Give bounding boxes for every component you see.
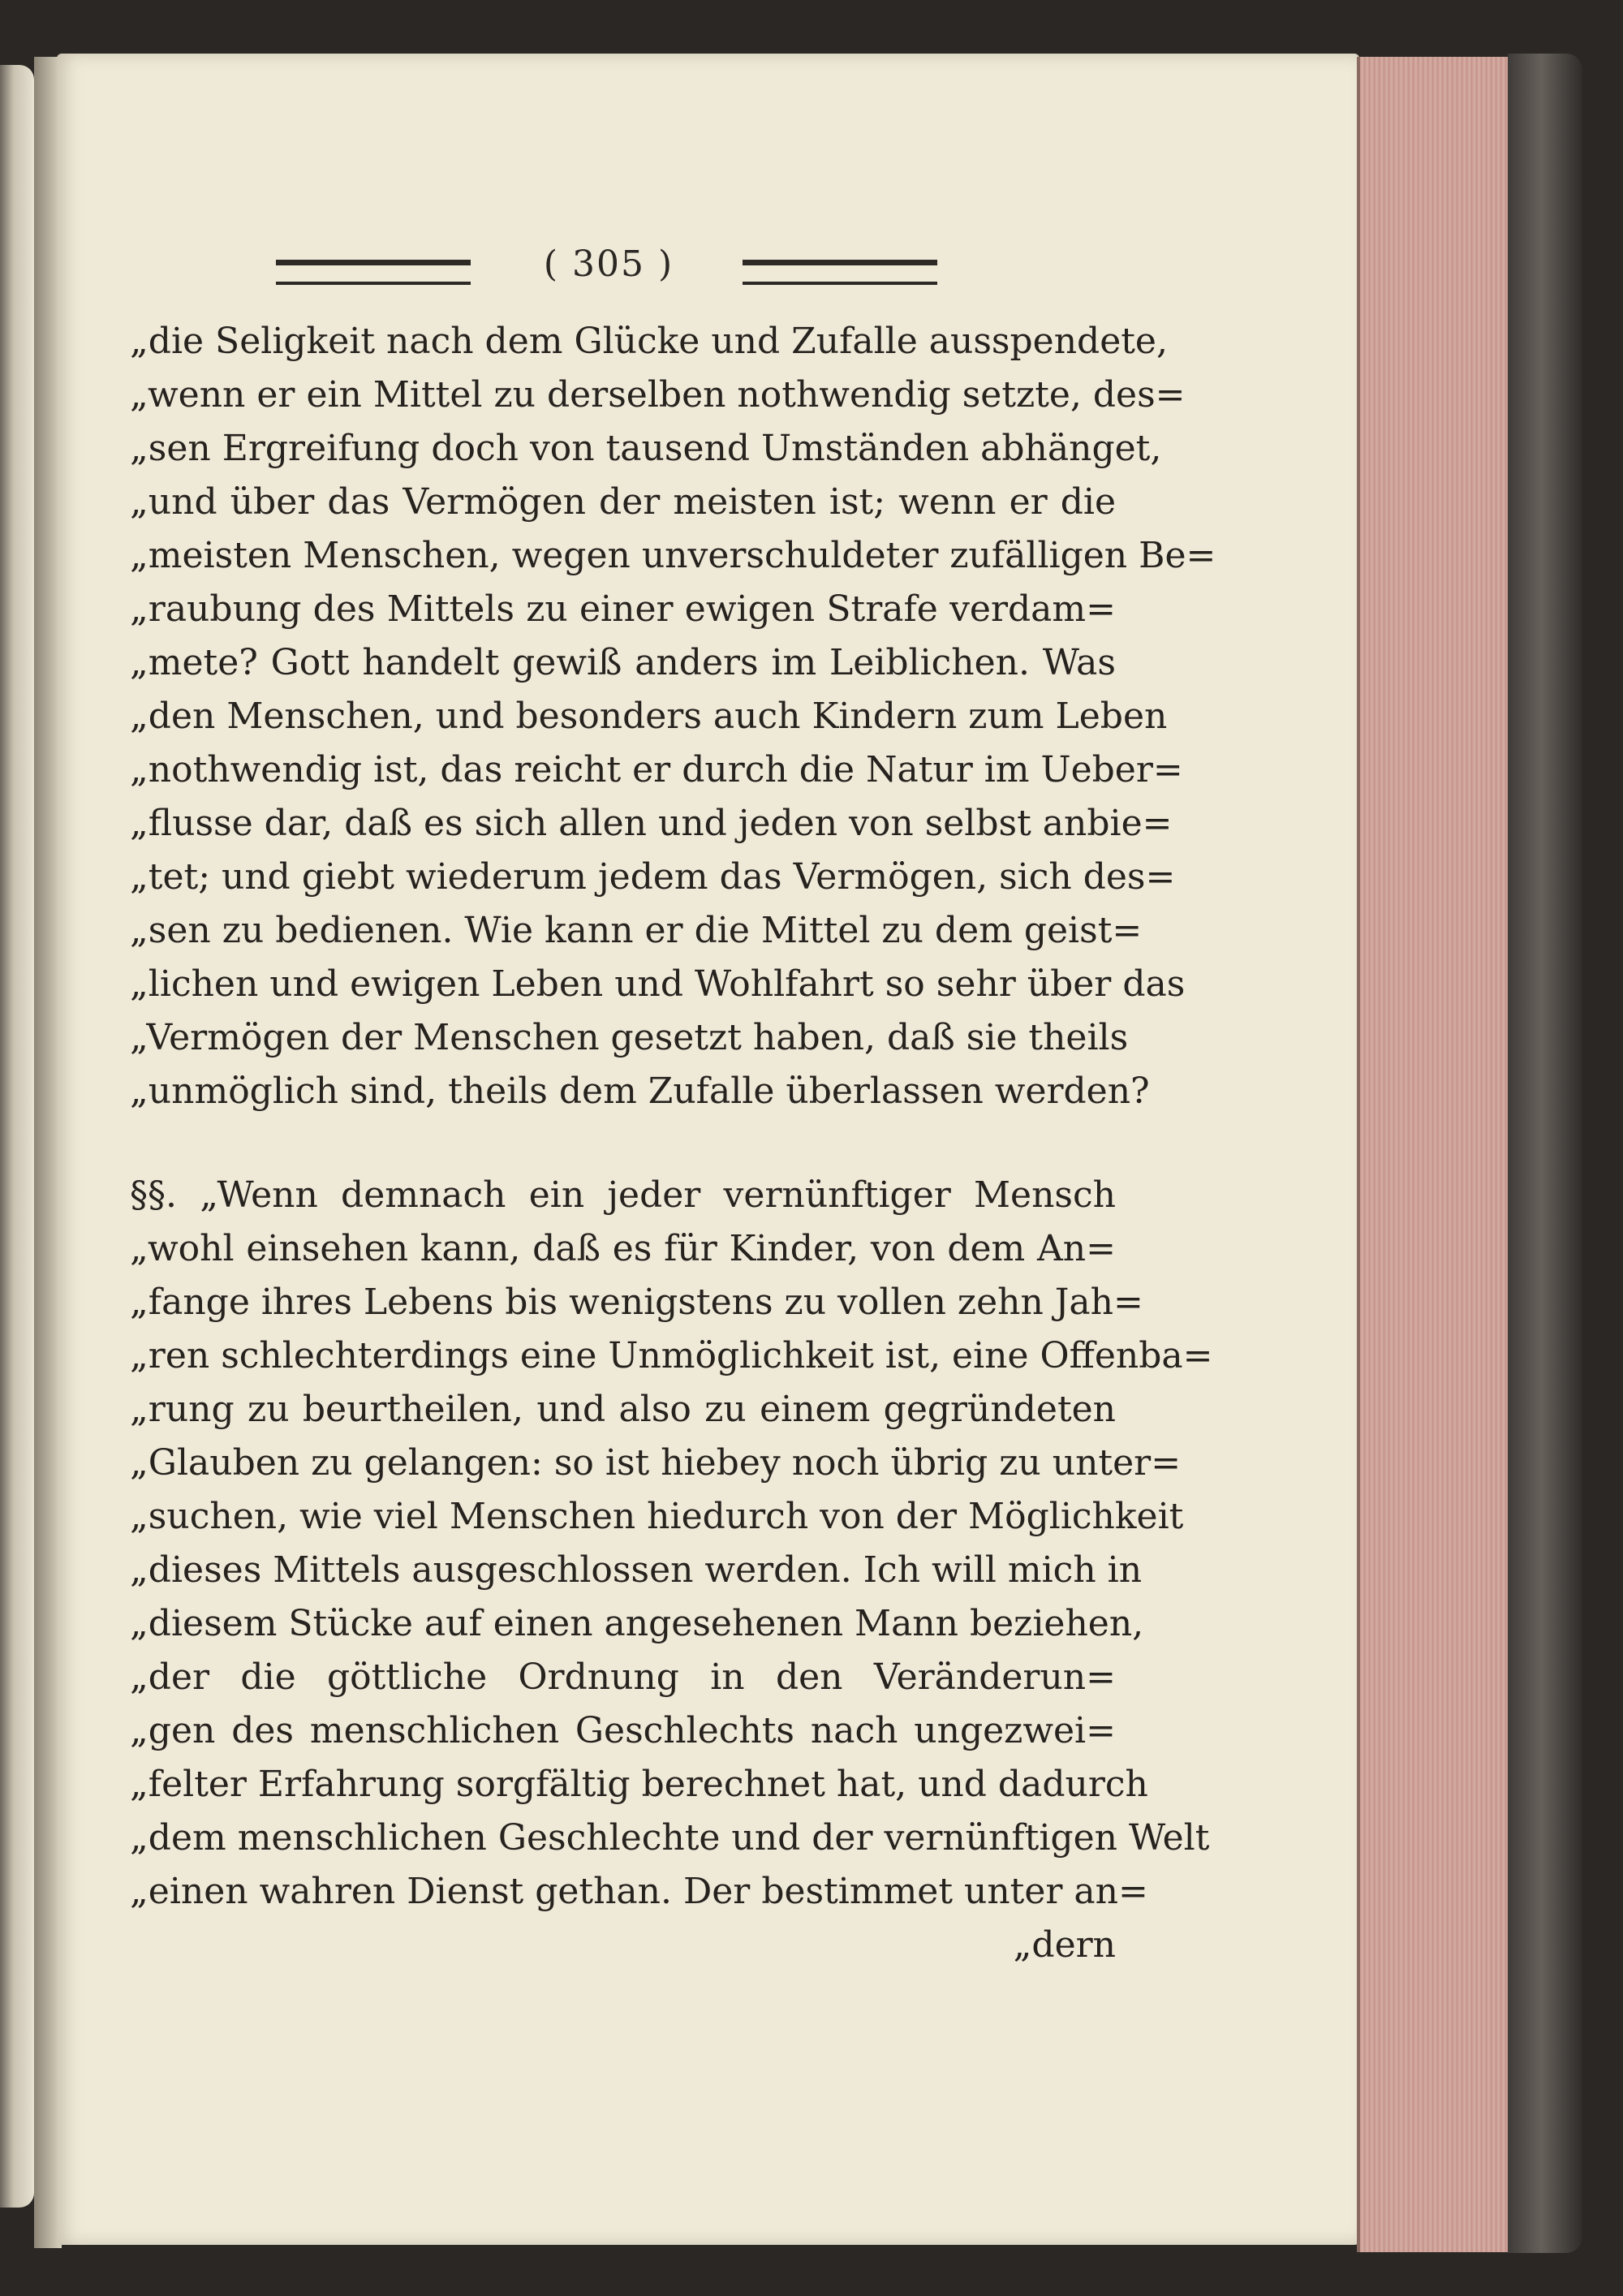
text-line: „unmöglich sind, theils dem Zufalle überlassen werden? [130, 1070, 1150, 1112]
page-fore-edge [1357, 57, 1514, 2252]
text-line: „raubung des Mittels zu einer ewigen Strafe verdam= [130, 588, 1116, 630]
text-line: „suchen, wie viel Menschen hiedurch von der Möglichkeit [130, 1496, 1184, 1537]
text-line: „sen zu bedienen. Wie kann er die Mittel zu dem geist= [130, 910, 1143, 951]
text-line: „flusse dar, daß es sich allen und jeden von selbst anbie= [130, 803, 1173, 844]
text-line: „die Seligkeit nach dem Glücke und Zufalle ausspendete, [130, 321, 1168, 362]
text-line: „wohl einsehen kann, daß es für Kinder, von dem An= [130, 1228, 1116, 1269]
catchword: „dern [1013, 1924, 1116, 1966]
text-line: „fange ihres Lebens bis wenigstens zu vollen zehn Jah= [130, 1282, 1143, 1323]
book-binding [1508, 54, 1582, 2253]
page-header [268, 243, 941, 292]
text-line: „wenn er ein Mittel zu derselben nothwendig setzte, des= [130, 374, 1186, 416]
text-line: „tet; und giebt wiederum jedem das Vermögen, sich des= [130, 856, 1176, 898]
text-line: „diesem Stücke auf einen angesehenen Mann beziehen, [130, 1603, 1144, 1644]
text-line: „meisten Menschen, wegen unverschuldeter zufälligen Be= [130, 535, 1216, 576]
body-text [130, 315, 1216, 1972]
paragraph-gap [130, 1118, 1116, 1169]
text-line: „Glauben zu gelangen: so ist hiebey noch übrig zu unter= [130, 1442, 1182, 1484]
text-line: „einen wahren Dienst gethan. Der bestimmet unter an= [130, 1871, 1148, 1912]
header-rule-left [276, 260, 471, 285]
text-line: „der die göttliche Ordnung in den Veränderun= [130, 1656, 1116, 1698]
text-line: „den Menschen, und besonders auch Kindern zum Leben [130, 696, 1168, 737]
text-line: „ren schlechterdings eine Unmöglichkeit ist, eine Offenba= [130, 1335, 1213, 1376]
header-rule-right [743, 260, 937, 285]
paragraph-1 [130, 315, 1216, 1118]
page-number: ( 305 ) [543, 243, 674, 285]
text-line: „dieses Mittels ausgeschlossen werden. Ich will mich in [130, 1549, 1143, 1591]
text-line: „nothwendig ist, das reicht er durch die Natur im Ueber= [130, 749, 1183, 790]
paragraph-2 [130, 1169, 1213, 1919]
text-line: „gen des menschlichen Geschlechts nach ungezwei= [130, 1710, 1116, 1751]
text-line: „und über das Vermögen der meisten ist; wenn er die [130, 481, 1116, 523]
text-line: „mete? Gott handelt gewiß anders im Leiblichen. Was [130, 642, 1116, 683]
text-line: „Vermögen der Menschen gesetzt haben, daß sie theils [130, 1017, 1129, 1058]
left-page-edge [0, 65, 34, 2208]
text-line: „sen Ergreifung doch von tausend Umständen abhänget, [130, 428, 1162, 469]
text-line: „lichen und ewigen Leben und Wohlfahrt so sehr über das [130, 963, 1186, 1005]
text-line: „rung zu beurtheilen, und also zu einem gegründeten [130, 1389, 1116, 1430]
text-line: „dem menschlichen Geschlechte und der vernünftigen Welt [130, 1817, 1210, 1859]
text-line: §§. „Wenn demnach ein jeder vernünftiger Mensch [130, 1174, 1116, 1216]
text-line: „felter Erfahrung sorgfältig berechnet hat, und dadurch [130, 1764, 1148, 1805]
